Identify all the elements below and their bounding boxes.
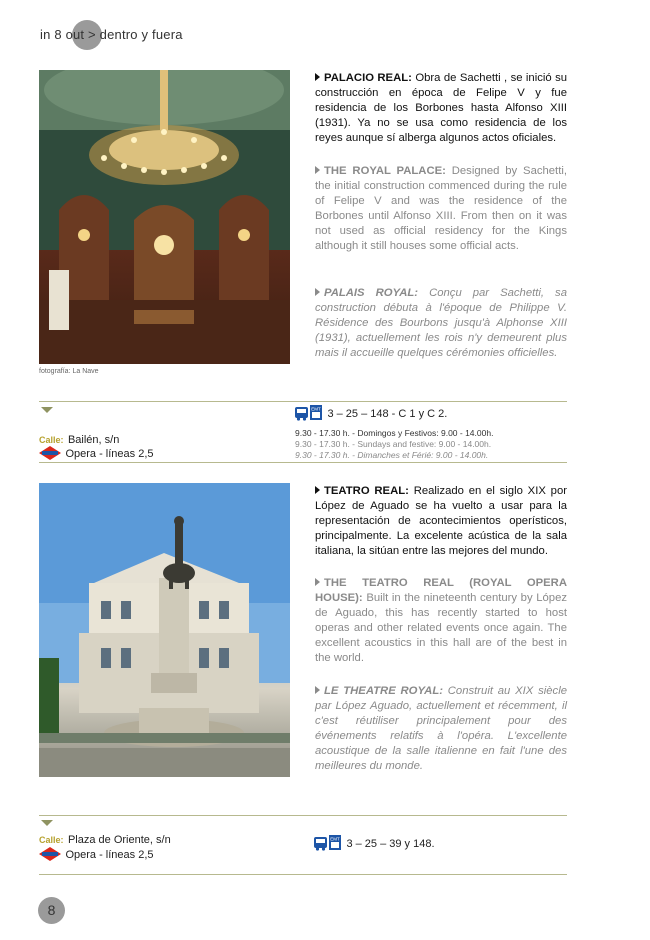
info-band-top-rule: [39, 401, 567, 402]
teatro-real-en-paragraph: [315, 576, 567, 666]
metro-line: [39, 444, 154, 462]
metro-logo-icon: [39, 847, 61, 861]
bus-lines-text: 3 – 25 – 148 - C 1 y C 2.: [327, 408, 448, 420]
bus-icon: [314, 835, 342, 851]
royal-palace-en-body: Designed by Sachetti, the initial construction commenced during the rule of Felipe V and was the residence of the Borbones until Alfonso XIII. From then on it was not used as official residency for the Kings although it still houses some official acts.: [315, 165, 567, 252]
teatro-real-en-lead: THE TEATRO REAL (ROYAL OPERA HOUSE):: [315, 577, 567, 604]
metro-logo-icon: [39, 446, 61, 460]
metro-text: Opera - líneas 2,5: [65, 448, 154, 460]
palais-royal-fr-lead: PALAIS ROYAL:: [324, 287, 419, 299]
metro-line: [39, 845, 154, 863]
bullet-triangle-icon: [315, 578, 320, 586]
royal-palace-photo: [39, 70, 290, 364]
bullet-triangle-icon: [315, 686, 320, 694]
hours-es: 9.30 - 17.30 h. - Domingos y Festivos: 9.00 - 14.00h.: [295, 428, 494, 438]
bullet-triangle-icon: [315, 288, 320, 296]
metro-text: Opera - líneas 2,5: [65, 849, 154, 861]
info-band-bottom-rule: [39, 462, 567, 463]
bus-lines-text: 3 – 25 – 39 y 148.: [346, 838, 435, 850]
page-number: 8: [47, 902, 56, 918]
opera-house-illustration: [39, 483, 290, 777]
calle-value: Plaza de Oriente, s/n: [67, 834, 171, 846]
throne-room-illustration: [39, 70, 290, 364]
info-band-top-rule: [39, 815, 567, 816]
teatro-real-es-body: Realizado en el siglo XIX por López de Aguado se ha vuelto a usar para la representación de acontecimientos operísticos, principalmente. La excelente acústica de la sala italiana, la sitúan entre las mejores del mundo.: [315, 485, 567, 557]
palais-royal-fr-paragraph: [315, 286, 567, 361]
palacio-real-es-paragraph: [315, 71, 567, 146]
calle-label: Calle:: [39, 435, 64, 445]
royal-palace-en-lead: THE ROYAL PALACE:: [324, 165, 446, 177]
palacio-real-es-lead: PALACIO REAL:: [324, 72, 412, 84]
theatre-royal-fr-body: Construit au XIX siècle par López Aguado, actuellement et récemment, il c'est réutiliser principalement pour des événements relatifs à l'opéra. L'excellente acoustique de la salle italienne en fait l'une des meilleures du monde.: [315, 685, 567, 772]
bus-badge-text: EMT: [330, 836, 340, 842]
teatro-real-es-paragraph: [315, 484, 567, 559]
down-triangle-icon: [41, 820, 53, 826]
palais-royal-fr-body: Conçu par Sachetti, sa construction débuta à l'époque de Philippe V. Résidence des Bourbons jusqu'à Alphonse XIII (1931), actuellement les rois n'y demeurent plus mais il accueille quelques cérémonies officielles.: [315, 287, 567, 359]
photo-credit: fotografía: La Nave: [39, 368, 99, 375]
down-triangle-icon: [41, 407, 53, 413]
calle-value: Bailén, s/n: [67, 434, 120, 446]
bus-badge-text: EMT: [311, 406, 321, 412]
theatre-royal-fr-lead: LE THEATRE ROYAL:: [324, 685, 443, 697]
running-title: in 8 out > dentro y fuera: [40, 27, 183, 42]
bus-line: [314, 834, 435, 852]
hours-fr: 9.30 - 17.30 h. - Dimanches et Férié: 9.00 - 14.00h.: [295, 450, 489, 460]
teatro-real-photo: [39, 483, 290, 777]
bullet-triangle-icon: [315, 73, 320, 81]
royal-palace-en-paragraph: [315, 164, 567, 254]
bus-icon: [295, 405, 323, 421]
info-band-bottom-rule: [39, 874, 567, 875]
hours-en: 9.30 - 17.30 h. - Sundays and festive: 9.00 - 14.00h.: [295, 439, 492, 449]
bus-line: [295, 404, 447, 422]
calle-label: Calle:: [39, 835, 64, 845]
theatre-royal-fr-paragraph: [315, 684, 567, 774]
teatro-real-es-lead: TEATRO REAL:: [324, 485, 409, 497]
bullet-triangle-icon: [315, 166, 320, 174]
palacio-real-es-body: Obra de Sachetti , se inició su construcción en época de Felipe V y fue residencia de los Borbones hasta Alfonso XIII (1931). Ya no se usa como residencia de los reyes aunque sí alberga algunos actos oficiales.: [315, 72, 567, 144]
teatro-real-en-body: Built in the nineteenth century by López de Aguado, this has recently started to host operas and other related events once again. The excellent acoustics in this hall are of the best in the world.: [315, 592, 567, 664]
bullet-triangle-icon: [315, 486, 320, 494]
